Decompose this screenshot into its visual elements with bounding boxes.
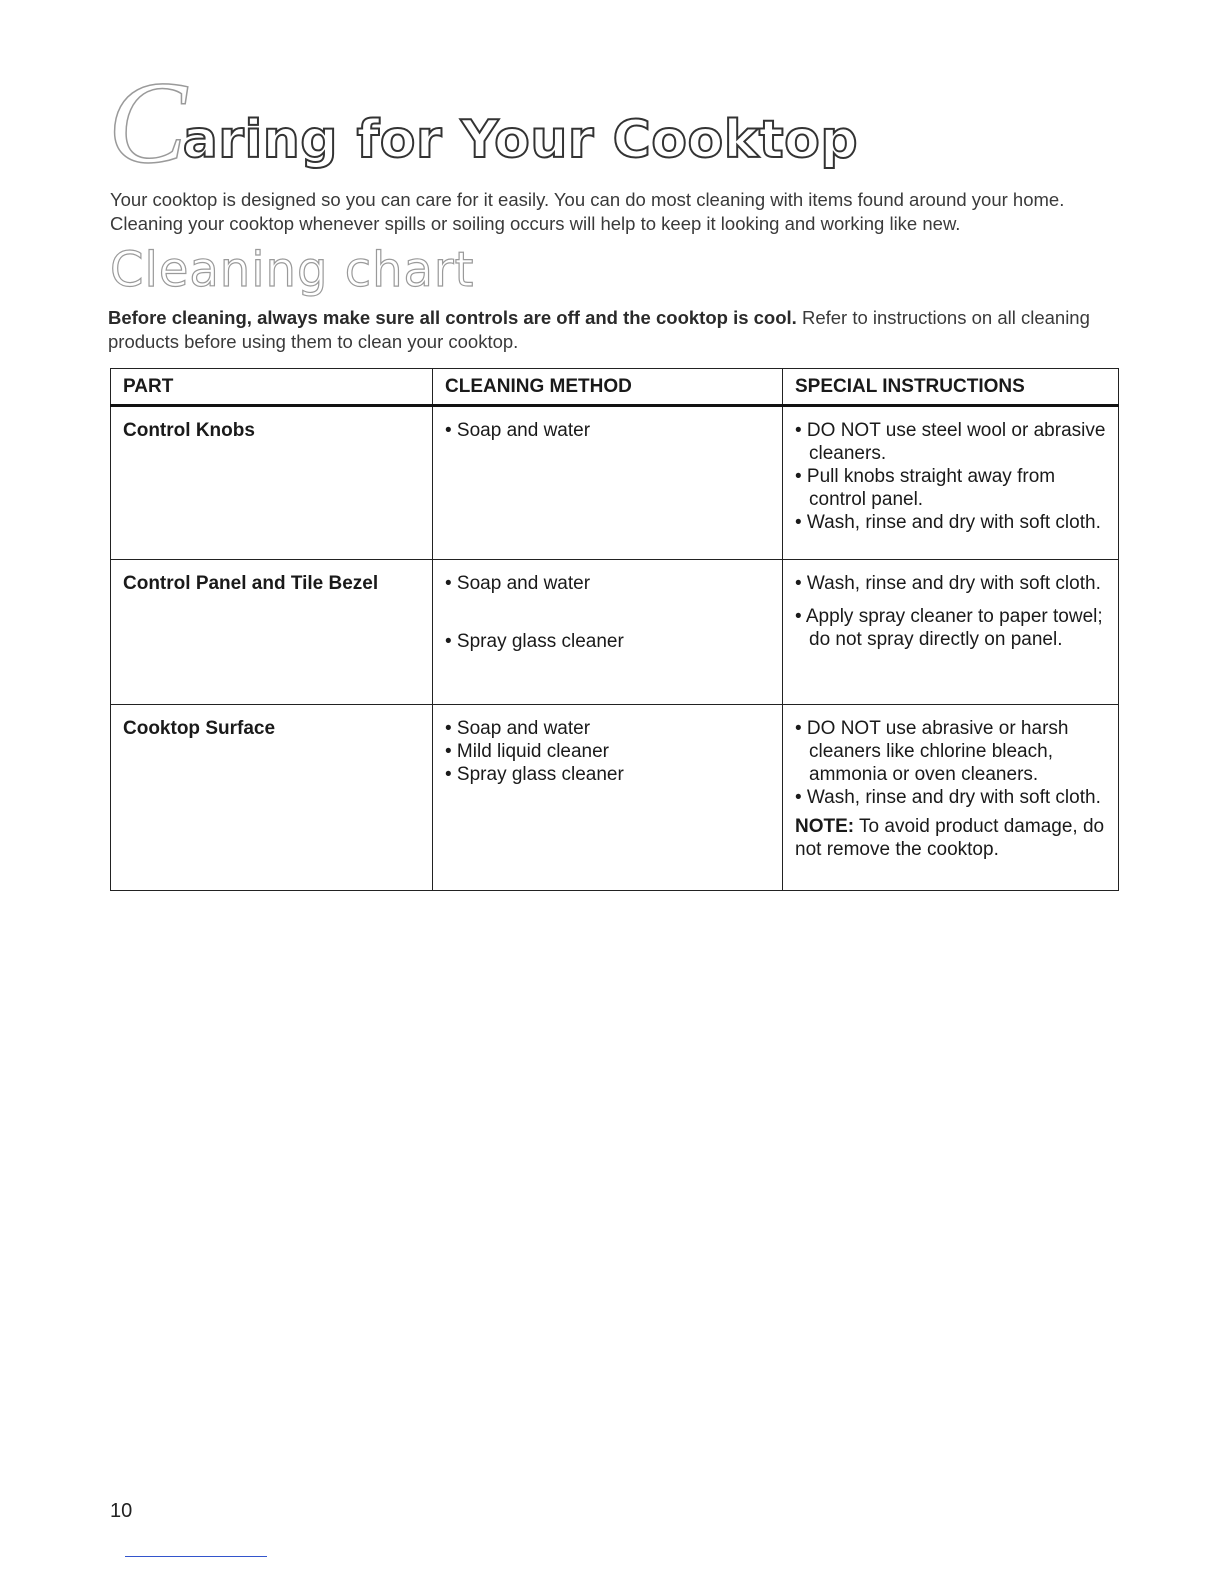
table-row xyxy=(111,560,1119,705)
warning-bold: Before cleaning, always make sure all controls are off and the cooktop is cool. xyxy=(108,307,797,328)
row-part: Control Knobs xyxy=(111,406,433,560)
note-body: To avoid product damage, do not remove the cooktop. xyxy=(795,816,1105,860)
warning-paragraph xyxy=(108,306,1108,354)
note-label: NOTE: xyxy=(795,816,855,837)
method-item: • Soap and water xyxy=(445,573,591,594)
table-row xyxy=(111,406,1119,560)
row-part: Control Panel and Tile Bezel xyxy=(111,560,433,705)
table-row xyxy=(111,705,1119,891)
method-item: • Soap and water xyxy=(445,718,591,739)
method-item: • Spray glass cleaner xyxy=(445,631,624,652)
header-special-instructions: SPECIAL INSTRUCTIONS xyxy=(783,369,1119,406)
row-instructions xyxy=(783,406,1119,560)
cleaning-chart-table xyxy=(110,368,1119,891)
footer-rule xyxy=(125,1556,267,1557)
title-initial: C xyxy=(108,57,187,188)
method-item: • Soap and water xyxy=(445,420,591,441)
method-item: • Spray glass cleaner xyxy=(445,764,624,785)
row-methods xyxy=(433,705,783,891)
title-text: aring for Your Cooktop xyxy=(182,110,859,170)
instruction-item: • Apply spray cleaner to paper towel; do not spray directly on panel. xyxy=(795,606,1103,650)
header-cleaning-method: CLEANING METHOD xyxy=(433,369,783,406)
instruction-item: • Wash, rinse and dry with soft cloth. xyxy=(795,573,1101,594)
row-methods xyxy=(433,560,783,705)
warning-rest: Refer to instructions on all cleaning products before using them to clean your cooktop. xyxy=(108,307,1090,352)
note-text xyxy=(795,815,1108,861)
row-part: Cooktop Surface xyxy=(111,705,433,891)
method-item: • Mild liquid cleaner xyxy=(445,741,610,762)
instruction-item: • Pull knobs straight away from control panel. xyxy=(795,466,1056,510)
page-number: 10 xyxy=(110,1500,133,1522)
row-instructions xyxy=(783,560,1119,705)
instruction-item: • DO NOT use abrasive or harsh cleaners like chlorine bleach, ammonia or oven cleaners. xyxy=(795,718,1069,785)
intro-paragraph: Your cooktop is designed so you can care for it easily. You can do most cleaning with items found around your home. Cleaning your cooktop whenever spills or soiling occurs will help to keep it looking and working like new. xyxy=(110,189,1065,234)
row-instructions xyxy=(783,705,1119,891)
section-heading: Cleaning chart xyxy=(110,242,475,298)
instruction-item: • DO NOT use steel wool or abrasive cleaners. xyxy=(795,420,1106,464)
instruction-item: • Wash, rinse and dry with soft cloth. xyxy=(795,512,1101,533)
instruction-item: • Wash, rinse and dry with soft cloth. xyxy=(795,787,1101,808)
header-part: PART xyxy=(111,369,433,406)
page-title xyxy=(108,57,859,188)
table-header-row xyxy=(111,369,1119,406)
row-methods xyxy=(433,406,783,560)
